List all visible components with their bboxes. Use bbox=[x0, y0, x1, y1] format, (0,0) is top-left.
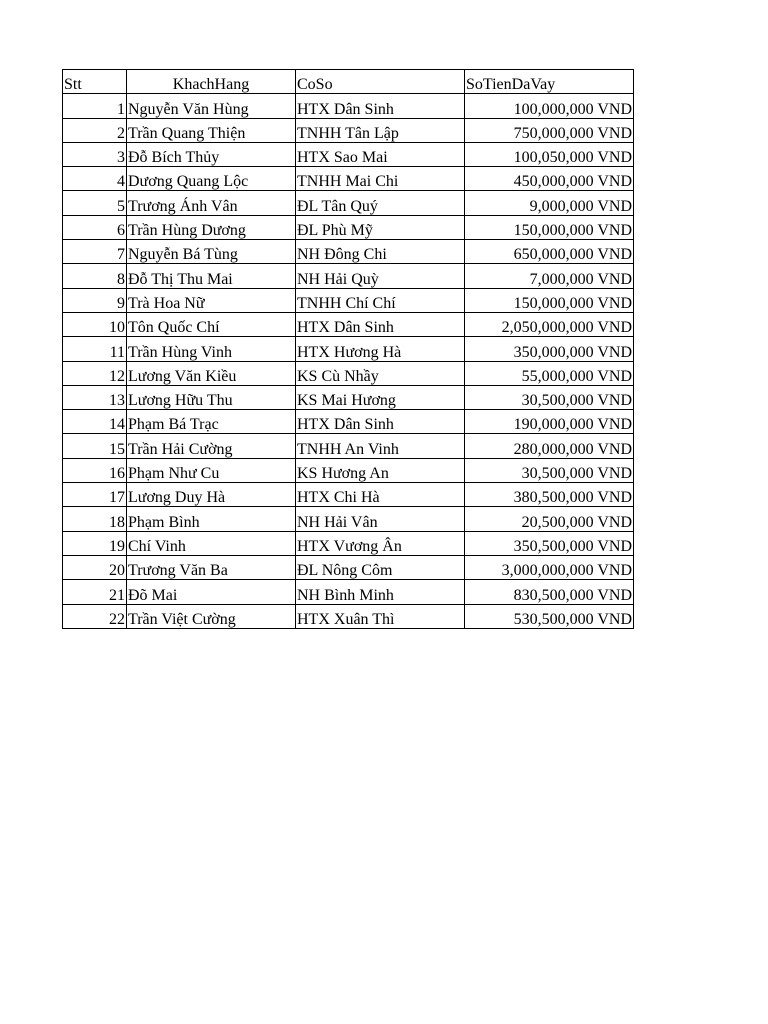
cell-co-so[interactable]: ĐL Nông Côm bbox=[296, 555, 465, 579]
cell-stt[interactable]: 3 bbox=[63, 142, 127, 166]
cell-stt[interactable]: 19 bbox=[63, 531, 127, 555]
cell-khach-hang[interactable]: Trà Hoa Nữ bbox=[127, 288, 296, 312]
cell-khach-hang[interactable]: Đỗ Thị Thu Mai bbox=[127, 264, 296, 288]
cell-khach-hang[interactable]: Chí Vinh bbox=[127, 531, 296, 555]
cell-stt[interactable]: 17 bbox=[63, 483, 127, 507]
table-row bbox=[63, 361, 634, 385]
cell-co-so[interactable]: HTX Dân Sinh bbox=[296, 410, 465, 434]
cell-khach-hang[interactable]: Trần Quang Thiện bbox=[127, 118, 296, 142]
cell-khach-hang[interactable]: Phạm Như Cu bbox=[127, 458, 296, 482]
cell-so-tien[interactable]: 190,000,000 VND bbox=[465, 410, 634, 434]
table-row bbox=[63, 410, 634, 434]
cell-so-tien[interactable]: 450,000,000 VND bbox=[465, 167, 634, 191]
table-row bbox=[63, 94, 634, 118]
cell-khach-hang[interactable]: Đỗ Bích Thủy bbox=[127, 142, 296, 166]
cell-stt[interactable]: 16 bbox=[63, 458, 127, 482]
header-co-so[interactable]: CoSo bbox=[296, 70, 465, 94]
cell-co-so[interactable]: HTX Hương Hà bbox=[296, 337, 465, 361]
cell-co-so[interactable]: HTX Xuân Thì bbox=[296, 604, 465, 628]
cell-stt[interactable]: 5 bbox=[63, 191, 127, 215]
cell-khach-hang[interactable]: Trần Hùng Vinh bbox=[127, 337, 296, 361]
header-khach-hang[interactable]: KhachHang bbox=[127, 70, 296, 94]
cell-khach-hang[interactable]: Lương Duy Hà bbox=[127, 483, 296, 507]
table-row bbox=[63, 288, 634, 312]
cell-khach-hang[interactable]: Phạm Bình bbox=[127, 507, 296, 531]
cell-khach-hang[interactable]: Trần Hùng Dương bbox=[127, 215, 296, 239]
cell-stt[interactable]: 18 bbox=[63, 507, 127, 531]
cell-so-tien[interactable]: 830,500,000 VND bbox=[465, 580, 634, 604]
cell-khach-hang[interactable]: Trần Việt Cường bbox=[127, 604, 296, 628]
cell-co-so[interactable]: KS Mai Hương bbox=[296, 385, 465, 409]
cell-stt[interactable]: 20 bbox=[63, 555, 127, 579]
cell-co-so[interactable]: NH Bình Minh bbox=[296, 580, 465, 604]
cell-co-so[interactable]: NH Đông Chi bbox=[296, 240, 465, 264]
cell-stt[interactable]: 1 bbox=[63, 94, 127, 118]
table-row bbox=[63, 483, 634, 507]
table-row bbox=[63, 507, 634, 531]
cell-so-tien[interactable]: 150,000,000 VND bbox=[465, 215, 634, 239]
cell-khach-hang[interactable]: Trần Hải Cường bbox=[127, 434, 296, 458]
cell-so-tien[interactable]: 30,500,000 VND bbox=[465, 458, 634, 482]
cell-co-so[interactable]: ĐL Phù Mỹ bbox=[296, 215, 465, 239]
cell-co-so[interactable]: TNHH An Vinh bbox=[296, 434, 465, 458]
table-row bbox=[63, 191, 634, 215]
table-row bbox=[63, 604, 634, 628]
cell-stt[interactable]: 10 bbox=[63, 312, 127, 336]
cell-stt[interactable]: 7 bbox=[63, 240, 127, 264]
cell-so-tien[interactable]: 30,500,000 VND bbox=[465, 385, 634, 409]
table-row bbox=[63, 240, 634, 264]
cell-khach-hang[interactable]: Lương Văn Kiều bbox=[127, 361, 296, 385]
cell-so-tien[interactable]: 650,000,000 VND bbox=[465, 240, 634, 264]
cell-khach-hang[interactable]: Nguyễn Bá Tùng bbox=[127, 240, 296, 264]
table-row bbox=[63, 434, 634, 458]
spreadsheet-sheet bbox=[62, 69, 634, 629]
cell-co-so[interactable]: TNHH Mai Chi bbox=[296, 167, 465, 191]
header-row bbox=[63, 70, 634, 94]
table-row bbox=[63, 385, 634, 409]
cell-so-tien[interactable]: 2,050,000,000 VND bbox=[465, 312, 634, 336]
cell-co-so[interactable]: HTX Sao Mai bbox=[296, 142, 465, 166]
cell-so-tien[interactable]: 350,000,000 VND bbox=[465, 337, 634, 361]
table-row bbox=[63, 580, 634, 604]
table-row bbox=[63, 531, 634, 555]
cell-co-so[interactable]: NH Hải Quỳ bbox=[296, 264, 465, 288]
header-so-tien[interactable]: SoTienDaVay bbox=[465, 70, 634, 94]
table-row bbox=[63, 264, 634, 288]
cell-co-so[interactable]: HTX Dân Sinh bbox=[296, 94, 465, 118]
cell-khach-hang[interactable]: Nguyễn Văn Hùng bbox=[127, 94, 296, 118]
cell-co-so[interactable]: KS Hương An bbox=[296, 458, 465, 482]
table-body bbox=[63, 94, 634, 629]
cell-so-tien[interactable]: 9,000,000 VND bbox=[465, 191, 634, 215]
table-row bbox=[63, 312, 634, 336]
cell-khach-hang[interactable]: Đõ Mai bbox=[127, 580, 296, 604]
cell-khach-hang[interactable]: Dương Quang Lộc bbox=[127, 167, 296, 191]
table-row bbox=[63, 215, 634, 239]
cell-co-so[interactable]: HTX Vương Ân bbox=[296, 531, 465, 555]
cell-so-tien[interactable]: 20,500,000 VND bbox=[465, 507, 634, 531]
cell-so-tien[interactable]: 3,000,000,000 VND bbox=[465, 555, 634, 579]
cell-so-tien[interactable]: 100,050,000 VND bbox=[465, 142, 634, 166]
table-row bbox=[63, 142, 634, 166]
cell-co-so[interactable]: HTX Chi Hà bbox=[296, 483, 465, 507]
cell-co-so[interactable]: NH Hải Vân bbox=[296, 507, 465, 531]
cell-so-tien[interactable]: 55,000,000 VND bbox=[465, 361, 634, 385]
table-row bbox=[63, 458, 634, 482]
cell-khach-hang[interactable]: Trương Ánh Vân bbox=[127, 191, 296, 215]
loan-table bbox=[62, 69, 634, 629]
cell-stt[interactable]: 6 bbox=[63, 215, 127, 239]
cell-stt[interactable]: 21 bbox=[63, 580, 127, 604]
cell-co-so[interactable]: KS Cù Nhầy bbox=[296, 361, 465, 385]
cell-stt[interactable]: 13 bbox=[63, 385, 127, 409]
cell-stt[interactable]: 14 bbox=[63, 410, 127, 434]
cell-stt[interactable]: 4 bbox=[63, 167, 127, 191]
header-stt[interactable]: Stt bbox=[63, 70, 127, 94]
cell-stt[interactable]: 8 bbox=[63, 264, 127, 288]
cell-co-so[interactable]: TNHH Tân Lập bbox=[296, 118, 465, 142]
table-row bbox=[63, 337, 634, 361]
cell-co-so[interactable]: ĐL Tân Quý bbox=[296, 191, 465, 215]
table-row bbox=[63, 118, 634, 142]
table-row bbox=[63, 167, 634, 191]
cell-stt[interactable]: 22 bbox=[63, 604, 127, 628]
cell-khach-hang[interactable]: Trương Văn Ba bbox=[127, 555, 296, 579]
table-row bbox=[63, 555, 634, 579]
cell-stt[interactable]: 9 bbox=[63, 288, 127, 312]
cell-so-tien[interactable]: 280,000,000 VND bbox=[465, 434, 634, 458]
cell-stt[interactable]: 2 bbox=[63, 118, 127, 142]
cell-so-tien[interactable]: 7,000,000 VND bbox=[465, 264, 634, 288]
cell-so-tien[interactable]: 350,500,000 VND bbox=[465, 531, 634, 555]
cell-so-tien[interactable]: 530,500,000 VND bbox=[465, 604, 634, 628]
cell-so-tien[interactable]: 150,000,000 VND bbox=[465, 288, 634, 312]
cell-so-tien[interactable]: 380,500,000 VND bbox=[465, 483, 634, 507]
cell-co-so[interactable]: HTX Dân Sinh bbox=[296, 312, 465, 336]
cell-so-tien[interactable]: 100,000,000 VND bbox=[465, 94, 634, 118]
cell-khach-hang[interactable]: Lương Hữu Thu bbox=[127, 385, 296, 409]
cell-khach-hang[interactable]: Tôn Quốc Chí bbox=[127, 312, 296, 336]
cell-co-so[interactable]: TNHH Chí Chí bbox=[296, 288, 465, 312]
cell-stt[interactable]: 12 bbox=[63, 361, 127, 385]
cell-stt[interactable]: 11 bbox=[63, 337, 127, 361]
cell-stt[interactable]: 15 bbox=[63, 434, 127, 458]
cell-khach-hang[interactable]: Phạm Bá Trạc bbox=[127, 410, 296, 434]
cell-so-tien[interactable]: 750,000,000 VND bbox=[465, 118, 634, 142]
